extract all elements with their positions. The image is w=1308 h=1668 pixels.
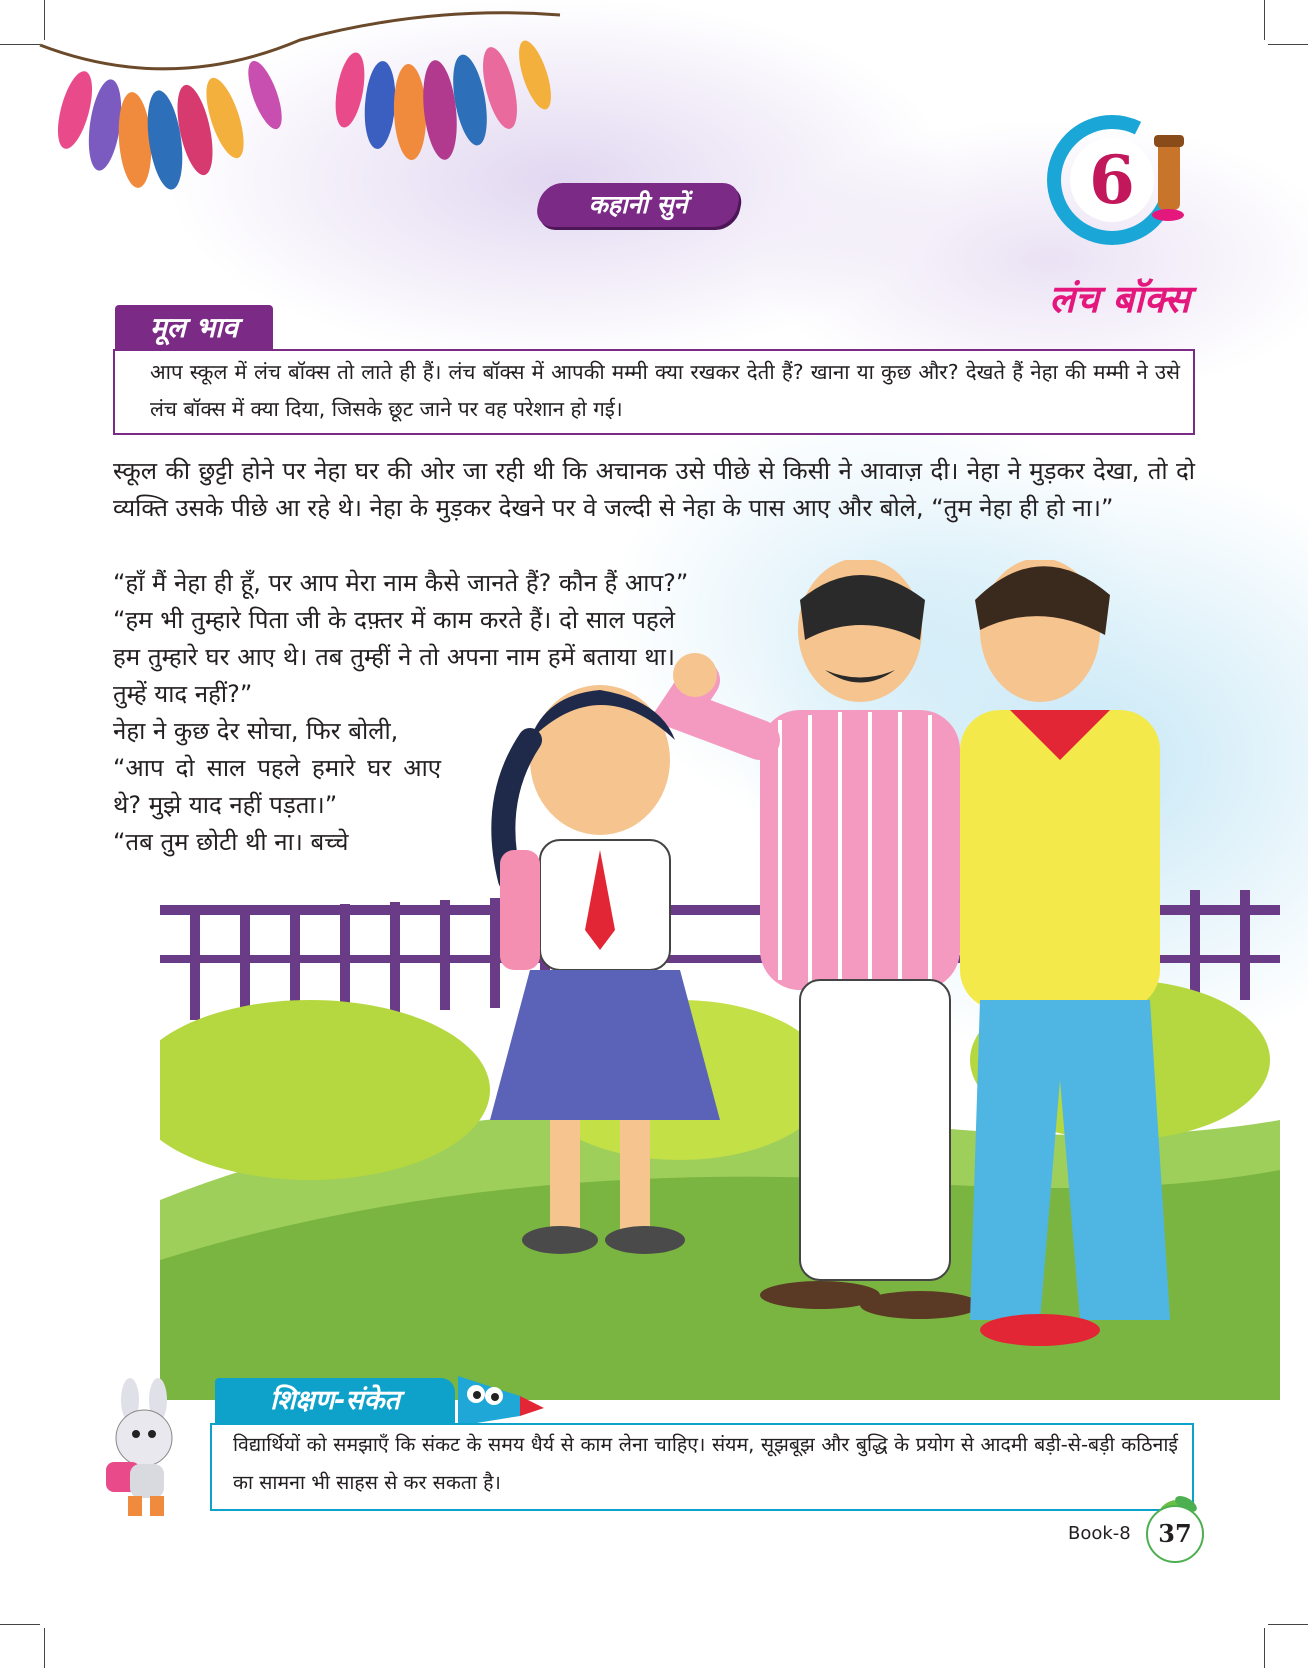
feather-garland-illustration (30, 0, 590, 220)
story-paragraph: नेहा ने कुछ देर सोचा, फिर बोली, (113, 717, 399, 745)
story-intro-paragraph: स्कूल की छुट्टी होने पर नेहा घर की ओर जा रही थी कि अचानक उसे पीछे से किसी ने आवाज़ दी। नेहा ने मुड़कर देखा, तो दो व्यक्ति उसके पीछे आ रहे थे। नेहा के मुड़कर देखने पर वे जल्दी से नेहा के पास आए और बोले, “तुम नेहा ही हो ना।” (113, 457, 1195, 522)
page-number: 37 (1158, 1519, 1192, 1548)
crop-mark (1264, 0, 1265, 40)
chapter-number: 6 (1089, 141, 1135, 219)
core-idea-text: आप स्कूल में लंच बॉक्स तो लाते ही हैं। लंच बॉक्स में आपकी मम्मी क्या रखकर देती हैं? खाना या कुछ और? देखते हैं नेहा की मम्मी ने उसे लंच बॉक्स में क्या दिया, जिसके छूट जाने पर वह परेशान हो गई। (150, 360, 1180, 421)
story-paragraph: “हम भी तुम्हारे पिता जी के दफ़्तर में काम करते हैं। दो साल पहले हम तुम्हारे घर आए थे। तब तुम्हीं ने तो अपना नाम हमें बताया था। तुम्हें याद नहीं?” (113, 606, 675, 708)
listen-story-label: कहानी सुनें (588, 190, 688, 219)
core-idea-heading: मूल भाव (150, 311, 238, 344)
story-paragraph: “हाँ मैं नेहा ही हूँ, पर आप मेरा नाम कैसे जानते हैं? कौन हैं आप?” (113, 569, 689, 597)
crop-mark (44, 1628, 45, 1668)
teaching-hint-heading: शिक्षण-संकेत (270, 1385, 400, 1416)
story-paragraph: “तब तुम छोटी थी ना। बच्चे (113, 828, 349, 856)
crop-mark (1268, 44, 1308, 45)
book-label: Book-8 (1068, 1523, 1131, 1544)
crop-mark (1268, 1624, 1308, 1625)
story-dialogue-column (113, 565, 773, 861)
rabbit-mascot-illustration (92, 1378, 196, 1522)
story-paragraph: “आप दो साल पहले हमारे घर आए थे? मुझे याद नहीं पड़ता।” (113, 754, 441, 819)
crop-mark (1264, 1628, 1265, 1668)
crop-mark (0, 1624, 40, 1625)
teaching-hint-text: विद्यार्थियों को समझाएँ कि संकट के समय धैर्य से काम लेना चाहिए। संयम, सूझबूझ और बुद्धि के प्रयोग से आदमी बड़ी-से-बड़ी कठिनाई का सामना भी साहस से कर सकता है। (233, 1433, 1178, 1494)
lesson-title: लंच बॉक्स (1049, 277, 1190, 321)
